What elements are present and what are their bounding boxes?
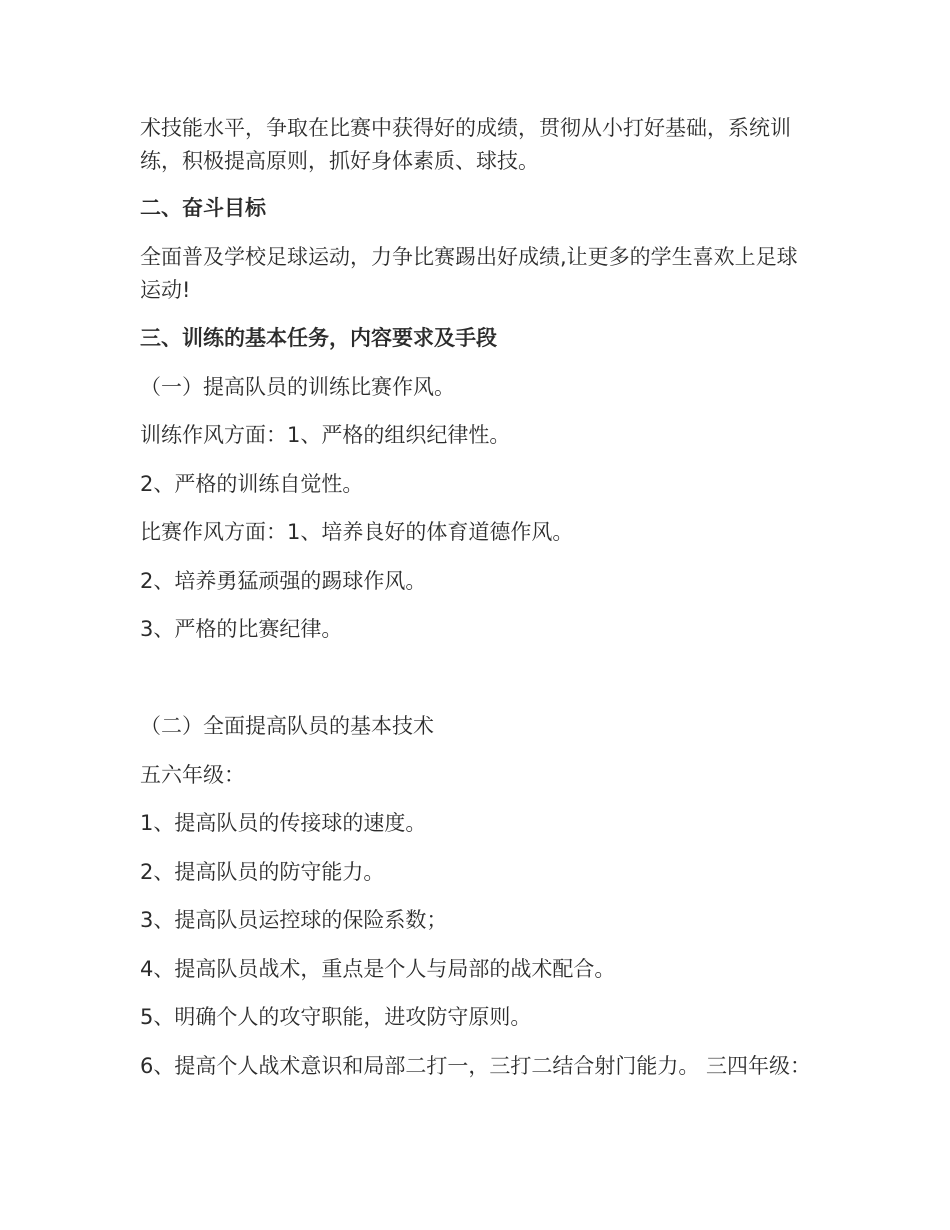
paragraph-grade-56: 五六年级：	[140, 763, 245, 787]
list-item-3: 3、提高队员运控球的保险系数；	[140, 908, 448, 932]
list-item-5: 5、明确个人的攻守职能，进攻防守原则。	[140, 1005, 532, 1029]
subheading-basic-technique: （二）全面提高队员的基本技术	[140, 714, 434, 738]
list-item-4: 4、提高队员战术，重点是个人与局部的战术配合。	[140, 957, 616, 981]
list-item-6: 6、提高个人战术意识和局部二打一，三打二结合射门能力。 三四年级：	[140, 1054, 812, 1078]
section-heading-training-tasks: 三、训练的基本任务，内容要求及手段	[140, 326, 497, 350]
subheading-training-style: （一）提高队员的训练比赛作风。	[140, 375, 455, 399]
paragraph-match-style-2: 2、培养勇猛顽强的踢球作风。	[140, 569, 427, 593]
section-heading-goals: 二、奋斗目标	[140, 196, 266, 220]
list-item-2: 2、提高队员的防守能力。	[140, 860, 385, 884]
list-item-1: 1、提高队员的传接球的速度。	[140, 811, 427, 835]
paragraph-match-style-3: 3、严格的比赛纪律。	[140, 617, 343, 641]
paragraph-match-style-1: 比赛作风方面：1、培养良好的体育道德作风。	[140, 520, 574, 544]
paragraph-train-style-2: 2、严格的训练自觉性。	[140, 472, 364, 496]
paragraph-goal: 全面普及学校足球运动，力争比赛踢出好成绩,让更多的学生喜欢上足球运动!	[140, 245, 798, 302]
paragraph-intro-continuation: 术技能水平，争取在比赛中获得好的成绩，贯彻从小打好基础，系统训练，积极提高原则，抓好身体素质、球技。	[140, 116, 791, 173]
paragraph-train-style-1: 训练作风方面：1、严格的组织纪律性。	[140, 423, 511, 447]
